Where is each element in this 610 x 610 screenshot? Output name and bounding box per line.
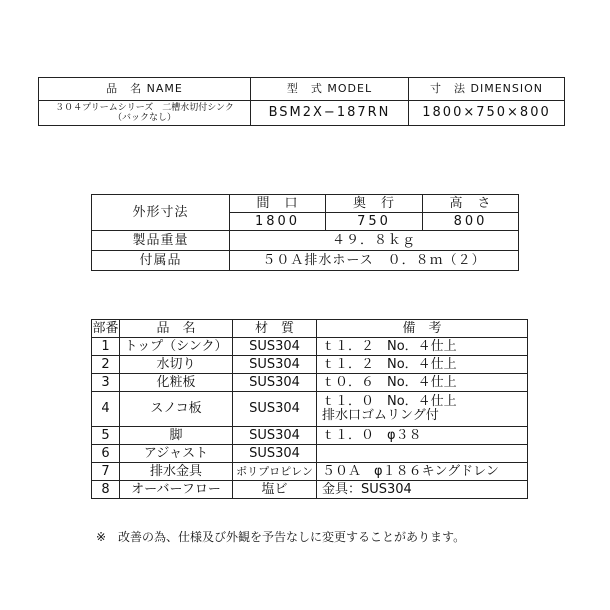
part-remark: ｔ１．２ No．４仕上: [317, 356, 528, 374]
parts-header-material: 材 質: [233, 320, 317, 338]
parts-header-no: 部番: [92, 320, 119, 336]
height-value: 800: [423, 213, 519, 231]
part-name: スノコ板: [120, 392, 233, 427]
product-dimension: 1800×750×800: [409, 101, 565, 126]
product-name-line2: （バックなし）: [112, 113, 176, 123]
width-value: 1800: [230, 213, 326, 231]
part-remark: [317, 445, 528, 463]
part-name: 脚: [120, 427, 233, 445]
part-name: 排水金具: [120, 463, 233, 481]
table-row: [92, 338, 528, 356]
model-header: 型 式 MODEL: [251, 78, 409, 101]
part-remark: ｔ１．０ φ３８: [317, 427, 528, 445]
parts-header-name: 品 名: [120, 320, 233, 338]
part-material: SUS304: [233, 392, 317, 427]
name-header: 品 名 NAME: [39, 78, 251, 101]
part-remark: ｔ１．２ No．４仕上: [317, 338, 528, 356]
depth-value: 750: [326, 213, 423, 231]
part-remark: ｔ０．６ No．４仕上: [317, 374, 528, 392]
table-row: [92, 481, 528, 499]
part-name: アジャスト: [120, 445, 233, 463]
weight-label: 製品重量: [92, 231, 230, 251]
part-no: 4: [92, 392, 120, 427]
disclaimer-note: ※ 改善の為、仕様及び外観を予告なしに変更することがあります。: [96, 530, 466, 544]
part-remark: ５０Ａ φ１８６キングドレン: [317, 463, 528, 481]
table-row: [92, 392, 528, 427]
parts-header-remark: 備 考: [317, 320, 528, 338]
part-name: トップ（シンク）: [120, 338, 233, 356]
product-header-table: [38, 77, 565, 126]
part-material: ポリプロピレン: [233, 463, 317, 481]
part-no: 6: [92, 445, 120, 463]
part-remark: 金具：SUS304: [317, 481, 528, 499]
accessory-value: ５０Ａ排水ホース ０．８ｍ（２）: [230, 251, 519, 271]
table-row: [92, 427, 528, 445]
part-name: 水切り: [120, 356, 233, 374]
outer-dimension-label: 外形寸法: [92, 195, 230, 231]
product-model: BSM2X−187RN: [251, 101, 409, 126]
part-name: 化粧板: [120, 374, 233, 392]
height-label: 高 さ: [423, 195, 519, 213]
dimension-header: 寸 法 DIMENSION: [409, 78, 565, 101]
part-no: 8: [92, 481, 120, 499]
part-material: SUS304: [233, 338, 317, 356]
part-remark-line1: ｔ１．０ No．４仕上: [322, 394, 457, 410]
table-row: [92, 356, 528, 374]
part-material: SUS304: [233, 445, 317, 463]
table-row: [92, 463, 528, 481]
product-name-line1: ３０４プリームシリーズ 二槽水切付シンク: [55, 102, 234, 113]
part-no: 2: [92, 356, 120, 374]
depth-label: 奥 行: [326, 195, 423, 213]
part-no: 3: [92, 374, 120, 392]
part-name: オーバーフロー: [120, 481, 233, 499]
part-material: SUS304: [233, 374, 317, 392]
part-no: 7: [92, 463, 120, 481]
part-no: 1: [92, 338, 120, 356]
product-name: [39, 101, 251, 126]
table-row: [92, 445, 528, 463]
part-material: SUS304: [233, 356, 317, 374]
spec-table: [91, 194, 519, 271]
part-no: 5: [92, 427, 120, 445]
table-row: [92, 374, 528, 392]
part-material: 塩ビ: [233, 481, 317, 499]
parts-table: [91, 319, 528, 499]
part-remark-line2: 排水口ゴムリング付: [322, 408, 439, 423]
weight-value: ４９．８ｋｇ: [230, 231, 519, 251]
part-material: SUS304: [233, 427, 317, 445]
width-label: 間 口: [230, 195, 326, 213]
accessory-label: 付属品: [92, 251, 230, 271]
part-remark: [317, 392, 528, 427]
